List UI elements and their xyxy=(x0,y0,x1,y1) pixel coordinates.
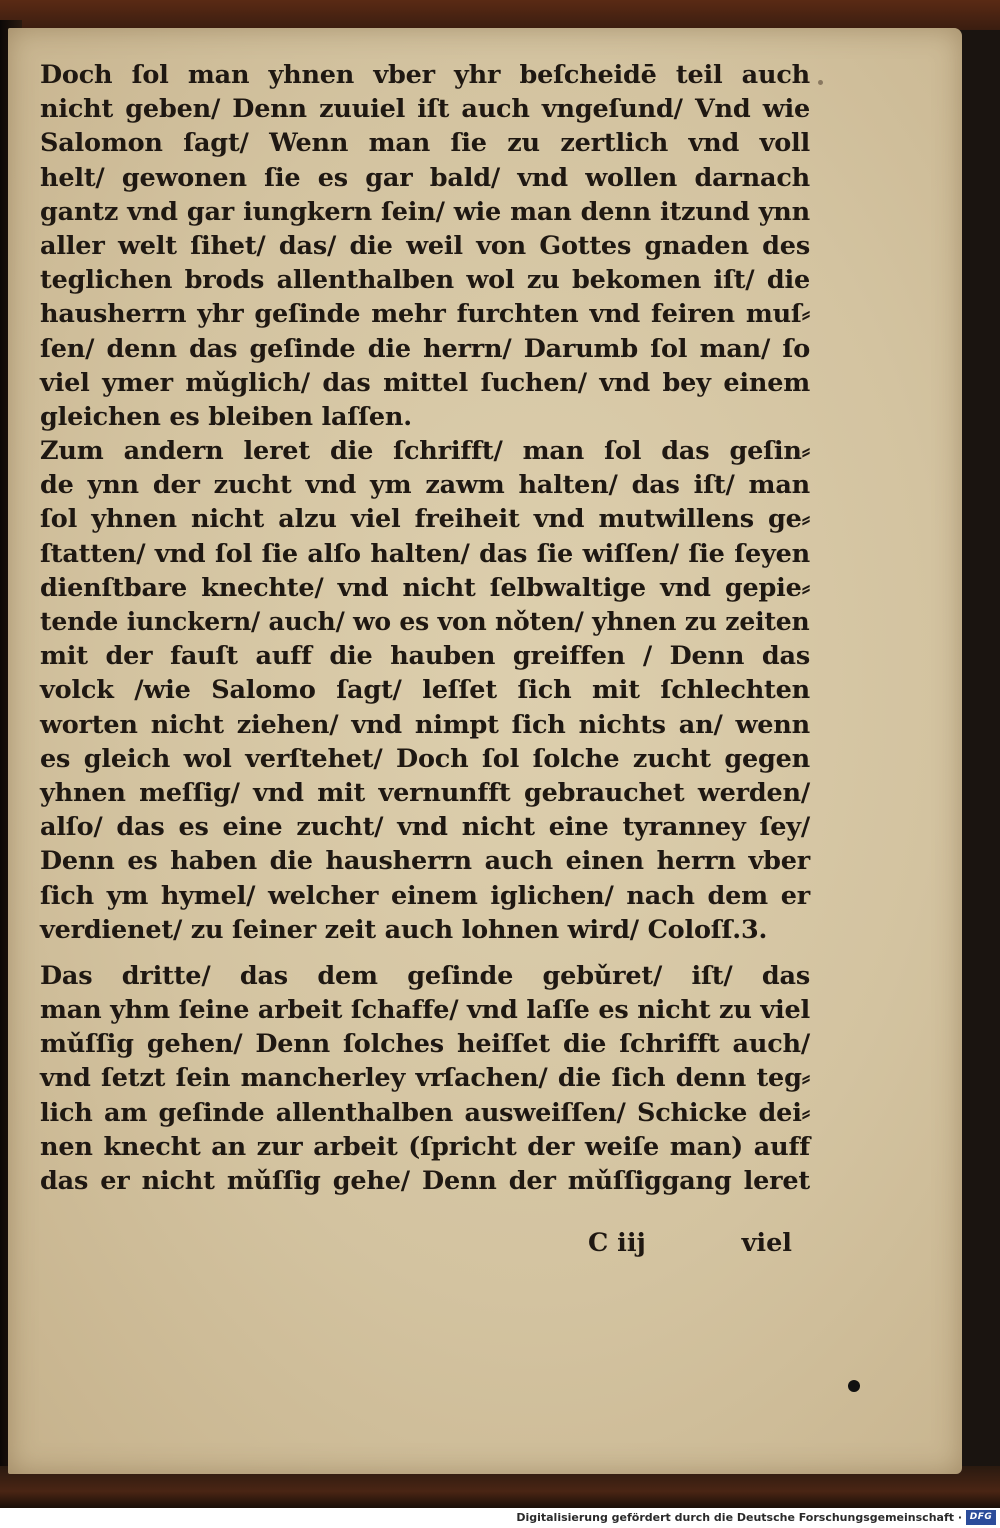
text-line: ſtatten/ vnd ſol ſie alſo halten/ das ſie wiſſen/ ſie ſeyen xyxy=(40,538,810,569)
text-line: worten nicht ziehen/ vnd nimpt ſich nichts an/ wenn xyxy=(40,709,810,740)
text-line: nicht geben/ Denn zuuiel iſt auch vngeſund/ Vnd wie xyxy=(40,94,810,125)
paragraph-3 xyxy=(40,959,810,1198)
text-line: ſen/ denn das geſinde die herrn/ Darumb ſol man/ ſo xyxy=(40,333,810,364)
text-line: alſo/ das es eine zucht/ vnd nicht eine tyranney ſey/ xyxy=(40,812,810,843)
text-line: tende iunckern/ auch/ wo es von nǒten/ yhnen zu zeiten xyxy=(40,607,810,637)
paragraph-1 xyxy=(40,58,810,434)
text-line: verdienet/ zu ſeiner zeit auch lohnen wird/ Coloſſ.3. xyxy=(40,914,768,945)
page-footer-marks xyxy=(40,1228,810,1262)
text-line: Salomon ſagt/ Wenn man ſie zu zertlich vnd voll xyxy=(40,128,810,159)
text-line: hausherrn yhr geſinde mehr furchten vnd feiren muſ⸗ xyxy=(40,299,810,330)
text-line: man yhm ſeine arbeit ſchaffe/ vnd laſſe es nicht zu viel xyxy=(40,995,810,1026)
text-line: volck /wie Salomo ſagt/ leſſet ſich mit ſchlechten xyxy=(40,675,810,706)
text-line: aller welt ſihet/ das/ die weil von Gottes gnaden des xyxy=(40,230,810,261)
text-line: das er nicht mǔſſig gehe/ Denn der mǔſſiggang leret xyxy=(40,1166,810,1196)
text-line: mit der fauſt auff die hauben greiffen / Denn das xyxy=(40,641,810,672)
text-line: mǔſſig gehen/ Denn ſolches heiſſet die ſchrifft auch/ xyxy=(40,1029,810,1060)
text-line: gleichen es bleiben laſſen. xyxy=(40,401,412,432)
signature-mark: C iij xyxy=(588,1228,646,1258)
text-line: vnd ſetzt ſein mancherley vrſachen/ die ſich denn teg⸗ xyxy=(40,1063,810,1094)
digitization-footer xyxy=(0,1508,1000,1528)
text-line: ſich ym hymel/ welcher einem iglichen/ nach dem er xyxy=(40,880,810,911)
text-line: ſol yhnen nicht alzu viel freiheit vnd mutwillens ge⸗ xyxy=(40,504,810,535)
page-text-block xyxy=(40,58,810,1198)
text-line: de ynn der zucht vnd ym zawm halten/ das iſt/ man xyxy=(40,470,810,501)
text-line: Zum andern leret die ſchrifft/ man ſol das geſin⸗ xyxy=(40,436,810,467)
text-line: helt/ gewonen ſie es gar bald/ vnd wollen darnach xyxy=(40,162,810,193)
text-line: nen knecht an zur arbeit (ſpricht der weiſe man) auff xyxy=(40,1131,810,1162)
text-line: yhnen meſſig/ vnd mit vernunfft gebrauchet werden/ xyxy=(40,777,810,808)
text-line: teglichen brods allenthalben wol zu bekomen iſt/ die xyxy=(40,265,810,296)
text-line: es gleich wol verſtehet/ Doch ſol ſolche zucht gegen xyxy=(40,743,810,774)
dfg-logo-icon: DFG xyxy=(966,1510,996,1525)
text-line: Denn es haben die hausherrn auch einen herrn vber xyxy=(40,846,810,877)
text-line: dienſtbare knechte/ vnd nicht ſelbwaltige vnd gepie⸗ xyxy=(40,572,810,603)
ink-dot xyxy=(848,1380,860,1392)
funding-credit: Digitalisierung gefördert durch die Deutsche Forschungsgemeinschaft · xyxy=(516,1511,962,1524)
text-line: lich am geſinde allenthalben ausweiſſen/ Schicke dei⸗ xyxy=(40,1097,810,1128)
paragraph-2 xyxy=(40,434,810,947)
page-top-edge xyxy=(0,0,1000,30)
text-line: viel ymer mǔglich/ das mittel ſuchen/ vnd bey einem xyxy=(40,367,810,398)
text-line: gantz vnd gar iungkern ſein/ wie man denn itzund ynn xyxy=(40,196,810,227)
catchword: viel xyxy=(741,1228,792,1258)
text-line: Das dritte/ das dem geſinde gebǔret/ iſt/ das xyxy=(40,960,810,991)
ink-speck xyxy=(818,80,823,85)
text-line: Doch ſol man yhnen vber yhr beſcheidē teil auch xyxy=(40,60,810,90)
